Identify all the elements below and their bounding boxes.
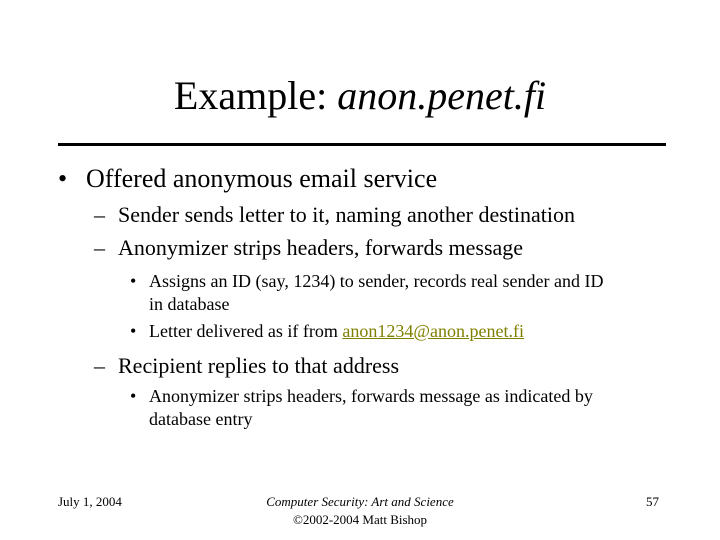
bullet-text: Offered anonymous email service (86, 164, 438, 193)
bullet-text: Recipient replies to that address (118, 353, 400, 378)
bullet-marker: • (130, 386, 137, 406)
title-divider (58, 143, 666, 146)
bullet-marker: • (58, 164, 68, 193)
bullet-text-wrapper (149, 320, 524, 343)
bullet-text: Sender sends letter to it, naming another destination (118, 202, 576, 227)
bullet-marker: – (94, 202, 105, 227)
slide-title (0, 72, 720, 120)
bullet-text-line1: Assigns an ID (say, 1234) to sender, records real sender and ID (149, 271, 604, 291)
bullet-text-line1: Anonymizer strips headers, forwards message as indicated by (149, 386, 593, 406)
bullet-text-line2: in database (149, 294, 230, 314)
footer-copyright: ©2002-2004 Matt Bishop (292, 512, 428, 527)
title-italic: anon.penet.fi (337, 73, 547, 118)
bullet-marker: • (130, 271, 137, 291)
footer-date: July 1, 2004 (58, 494, 122, 509)
footer-course: Computer Security: Art and Science (266, 494, 454, 509)
bullet-text: Anonymizer strips headers, forwards message (118, 235, 524, 260)
title-prefix: Example: (173, 73, 338, 118)
bullet-marker: – (94, 235, 105, 260)
bullet-marker: – (94, 353, 105, 378)
email-link[interactable]: anon1234@anon.penet.fi (342, 321, 524, 341)
bullet-marker: • (130, 321, 137, 341)
footer-center (210, 493, 510, 529)
bullet-text: Letter delivered as if from (149, 321, 343, 341)
footer-page-number: 57 (646, 494, 659, 509)
bullet-text-line2: database entry (149, 409, 253, 429)
